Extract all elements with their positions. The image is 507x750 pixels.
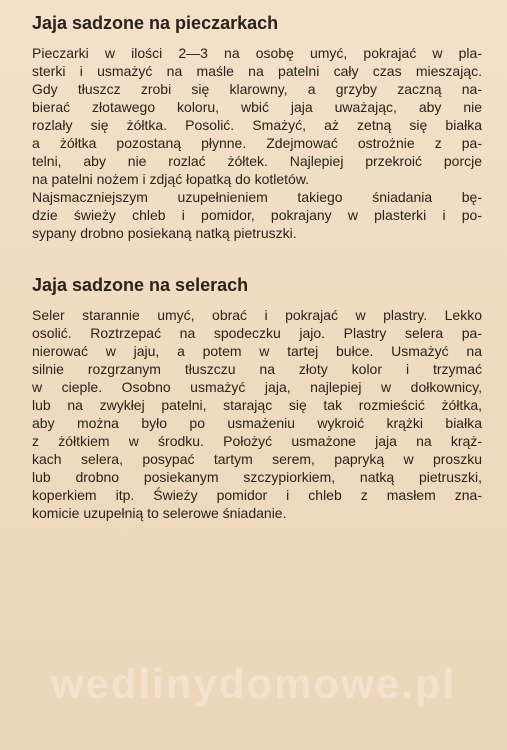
text-line: Najsmaczniejszym uzupełnieniem takiego śniadania bę- [32, 189, 482, 205]
text-line: Seler starannie umyć, obrać i pokrajać w plastry. Lekko [32, 307, 482, 323]
text-line: lub na zwykłej patelni, starając się tak rozmieścić żółtka, [32, 397, 482, 413]
recipe-title: Jaja sadzone na pieczarkach [32, 13, 279, 33]
text-line: lub drobno posiekanym szczypiorkiem, natką pietruszki, [32, 469, 482, 485]
text-line: a żółtka pozostaną płynne. Zdejmować ostrożnie z pa- [32, 135, 482, 151]
text-line: osolić. Roztrzepać na spodeczku jajo. Plastry selera pa- [32, 325, 482, 341]
text-line: rozlały się żółtka. Posolić. Smażyć, aż zetną się białka [32, 117, 482, 133]
text-line: kach selera, posypać tartym serem, papryką w proszku [32, 451, 482, 467]
recipe-title: Jaja sadzone na selerach [32, 275, 249, 295]
text-line: dzie świeży chleb i pomidor, pokrajany w plasterki i po- [32, 207, 482, 223]
recipe-section-mushrooms [32, 12, 482, 242]
text-line: z żółtkiem w środku. Położyć usmażone jaja na krąż- [32, 433, 482, 449]
text-line: koperkiem itp. Świeży pomidor i chleb z masłem zna- [32, 487, 482, 503]
recipe-section-celery [32, 274, 482, 522]
text-line: telni, aby nie rozlać żółtek. Najlepiej przekroić porcje [32, 153, 482, 169]
text-line: komicie uzupełnią to selerowe śniadanie. [32, 505, 287, 521]
text-line: na patelni nożem i zdjąć łopatką do kotletów. [32, 171, 310, 187]
text-line: sterki i usmażyć na maśle na patelni cały czas mieszając. [32, 63, 482, 79]
recipe-body [32, 306, 482, 522]
watermark: wedlinydomowe.pl [50, 660, 457, 707]
text-line: aby można było po usmażeniu wykroić krążki białka [32, 415, 482, 431]
recipe-body [32, 44, 482, 242]
text-line: nierować w jaju, a potem w tartej bułce. Usmażyć na [32, 343, 482, 359]
text-line: silnie rozgrzanym tłuszczu na złoty kolor i trzymać [32, 361, 482, 377]
text-line: Gdy tłuszcz zrobi się klarowny, a grzyby zaczną na- [32, 81, 482, 97]
text-line: bierać złotawego koloru, wbić jaja uważając, aby nie [32, 99, 482, 115]
text-line: Pieczarki w ilości 2—3 na osobę umyć, pokrajać w pla- [32, 45, 482, 61]
text-line: w cieple. Osobno usmażyć jaja, najlepiej w dołkownicy, [32, 379, 482, 395]
text-line: sypany drobno posiekaną natką pietruszki. [32, 225, 297, 241]
